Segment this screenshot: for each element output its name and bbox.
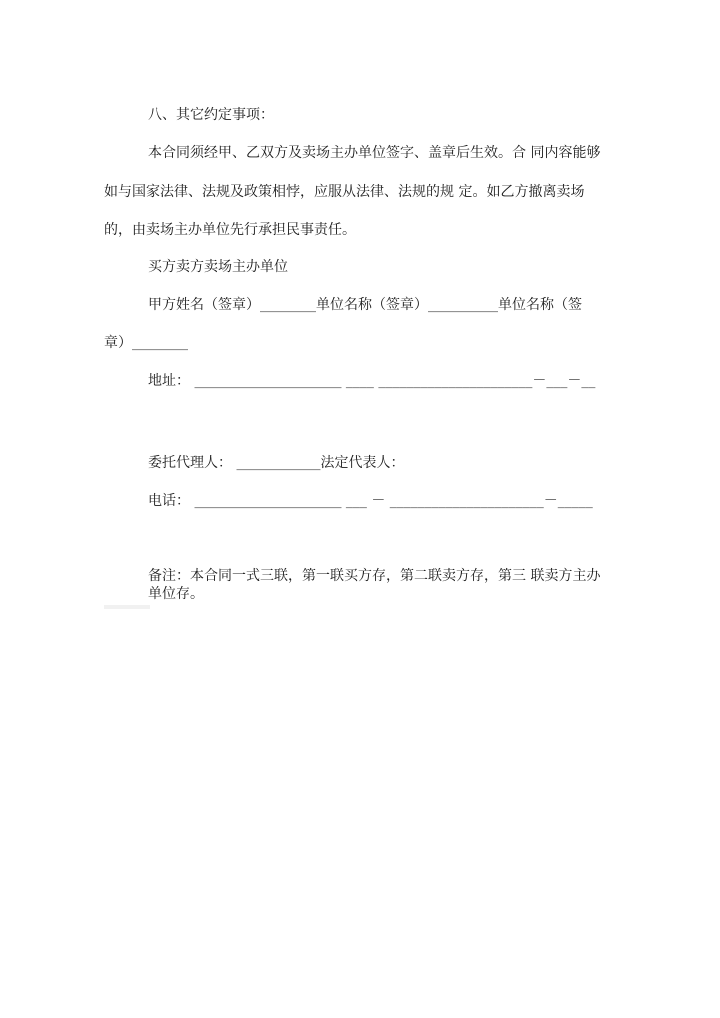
signature-line-2: 章）________	[104, 335, 188, 351]
clause-line-2: 如与国家法律、法规及政策相悖，应服从法律、法规的规 定。如乙方撤离卖场	[104, 184, 585, 200]
remarks-line-1: 备注：本合同一式三联，第一联买方存，第二联卖方存，第三 联卖方主办	[148, 568, 601, 584]
clause-line-1: 本合同须经甲、乙双方及卖场主办单位签字、盖章后生效。合 同内容能够	[148, 145, 601, 161]
signature-line-1: 甲方姓名（签章）________单位名称（签章）__________单位名称（签	[148, 297, 582, 313]
agent-line: 委托代理人： ____________法定代表人：	[148, 455, 405, 471]
address-line: 地址： _____________________ ____ ______________________－___－__	[148, 373, 596, 389]
phone-line: 电话： _____________________ ___ － ______________________－_____	[148, 493, 593, 509]
parties-heading: 买方卖方卖场主办单位	[148, 259, 288, 275]
section-heading: 八、其它约定事项：	[148, 107, 274, 123]
faint-mark	[104, 605, 150, 609]
clause-line-3: 的，由卖场主办单位先行承担民事责任。	[104, 222, 356, 238]
remarks-line-2: 单位存。	[148, 586, 204, 602]
